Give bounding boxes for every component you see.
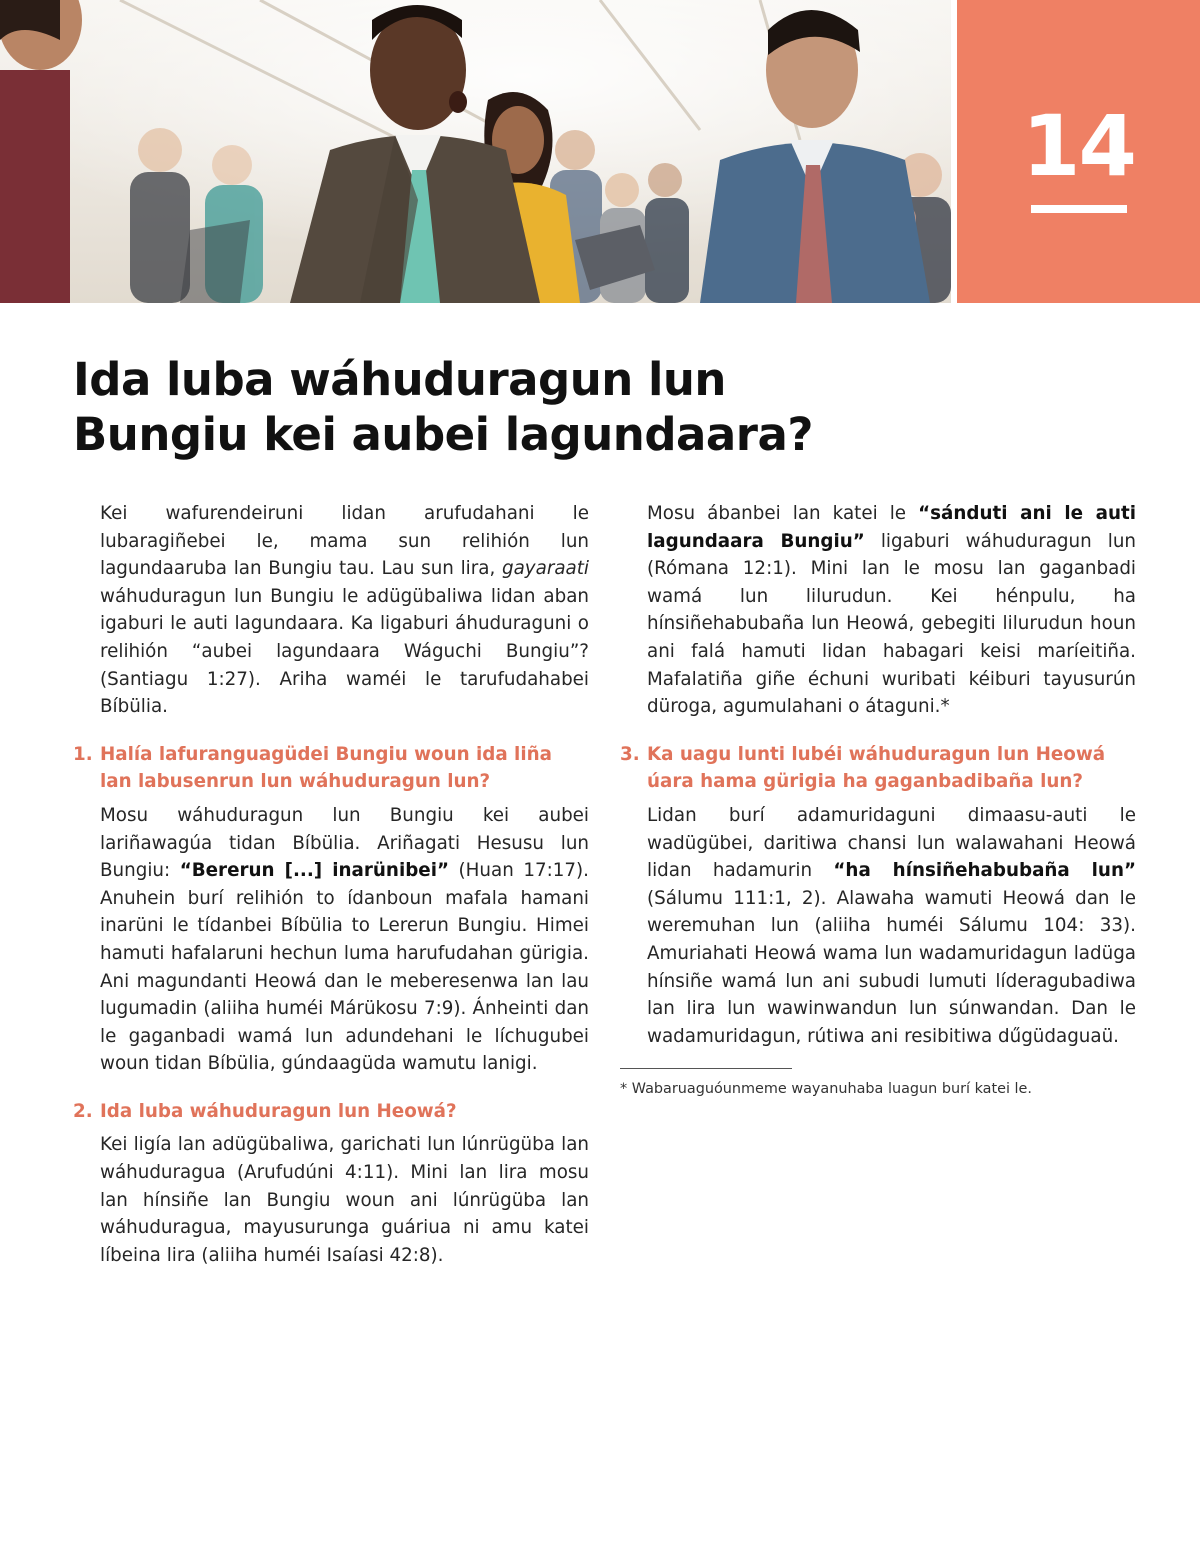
question-1-heading xyxy=(73,741,589,796)
answer-2-cont-quote: “sánduti ani le auti lagundaara Bungiu” xyxy=(647,503,1136,552)
title-line-2: Bungiu kei aubei lagundaara? xyxy=(73,408,813,461)
answer-2-cont-text-2: ligaburi wáhuduragun lun (Rómana 12:1). Mini lan le mosu lan gaganbadi wamá lun lilurudun. Kei hénpulu, ha hínsiñehabubaña lun Heowá, gebegiti lilurudun houn ani falá hamuti lidan habagari keisi maríeitiña. Mafalatiña giñe échuni wuribati kéiburi tayusurún düroga, agumulahani o átaguni.* xyxy=(647,530,1136,718)
answer-3-text-1: Lidan burí adamuridaguni dimaasu-auti le wadügübei, daritiwa chansi lun walawahani Heowá lidan hadamurin xyxy=(647,804,1136,882)
left-column xyxy=(73,500,589,1283)
answer-1-text-2: (Huan 17:17). Anuhein burí relihión to ídanboun mafala hamani inarüni le tídanbei Bíbülia to Lererun Bungiu. Himei hamuti hafalaruni hechun luma harufudahan gürigia. Ani magundanti Heowá dan le meberesenwa lan lau lugumadin (aliiha huméi Márükosu 7:9). Ánheinti dan le gaganbadi wamá lun adundehani le líchugubei woun tidan Bíbülia, gúndaagüda wamutu lanigi. xyxy=(100,860,589,1075)
right-column xyxy=(620,500,1136,1099)
header-photo xyxy=(0,0,951,303)
badge-underline xyxy=(1031,205,1127,213)
question-2-heading xyxy=(73,1098,589,1126)
answer-2-cont-text-1: Mosu ábanbei lan katei le xyxy=(647,503,919,524)
lesson-badge xyxy=(957,0,1200,303)
question-2-text: Ida luba wáhuduragun lun Heowá? xyxy=(100,1100,457,1122)
question-1-number: 1. xyxy=(73,743,93,765)
question-2-number: 2. xyxy=(73,1100,93,1122)
intro-text-2: wáhuduragun lun Bungiu le adügübaliwa lidan aban igaburi le auti lagundaara. Ka ligaburi áhuduraguni o relihión “aubei lagundaara Wáguchi Bungiu”? (Santiagu 1:27). Ariha waméi le tarufudahabei Bíbülia. xyxy=(100,585,589,718)
intro-emphasis: gayaraati xyxy=(502,558,589,580)
answer-1-text-1: Mosu wáhuduragun lun Bungiu kei aubei lariñawagúa tidan Bíbülia. Ariñagati Hesusu lun Bungiu: xyxy=(100,804,589,882)
answer-1-quote: “Bererun [...] inarünibei” xyxy=(179,860,449,882)
question-3-heading xyxy=(620,741,1136,796)
intro-text-1: Kei wafurendeiruni lidan arufudahani le lubaragiñebei le, mama sun relihión lun lagundaaruba lan Bungiu tau. Lau sun lira, xyxy=(100,503,589,580)
footnote-divider xyxy=(620,1068,792,1069)
question-3-number: 3. xyxy=(620,743,640,765)
page-title xyxy=(73,352,1073,462)
answer-2-paragraph: Kei ligía lan adügübaliwa, garichati lun lúnrügüba lan wáhuduragua (Arufudúni 4:11). Mini lan lira mosu lan hínsiñe lan Bungiu woun ani lúnrügüba lan wáhuduragua, mayusurunga guáriua ni amu katei líbeina lira (aliiha huméi Isaíasi 42:8). xyxy=(100,1134,589,1266)
answer-3-quote: “ha hínsiñehabubaña lun” xyxy=(833,860,1136,882)
title-line-1: Ida luba wáhuduragun lun xyxy=(73,353,726,406)
lesson-number: 14 xyxy=(1022,97,1135,195)
congregation-singing-illustration xyxy=(0,0,951,303)
intro-paragraph xyxy=(100,500,589,721)
answer-1-paragraph xyxy=(100,802,589,1078)
question-3-text: Ka uagu lunti lubéi wáhuduragun lun Heowá úara hama gürigia ha gaganbadibaña lun? xyxy=(647,743,1106,793)
answer-2-continued xyxy=(647,500,1136,721)
footnote: * Wabaruaguóunmeme wayanuhaba luagun burí katei le. xyxy=(620,1081,1032,1098)
question-1-text: Halía lafuranguagüdei Bungiu woun ida liña lan labusenrun lun wáhuduragun lun? xyxy=(100,743,552,793)
answer-3-text-2: (Sálumu 111:1, 2). Alawaha wamuti Heowá dan le weremuhan lun (aliiha huméi Sálumu 104: 33). Amuriahati Heowá wama lun wadamuridagun ladüga hínsiñe wamá lun ani subudi lumuti líderagubadiwa lan lira lun wawinwandun lun súnwandan. Dan le wadamuridagun, rútiwa ani resibitiwa dűgüdaguaü. xyxy=(647,887,1136,1047)
answer-3-paragraph xyxy=(647,802,1136,1050)
